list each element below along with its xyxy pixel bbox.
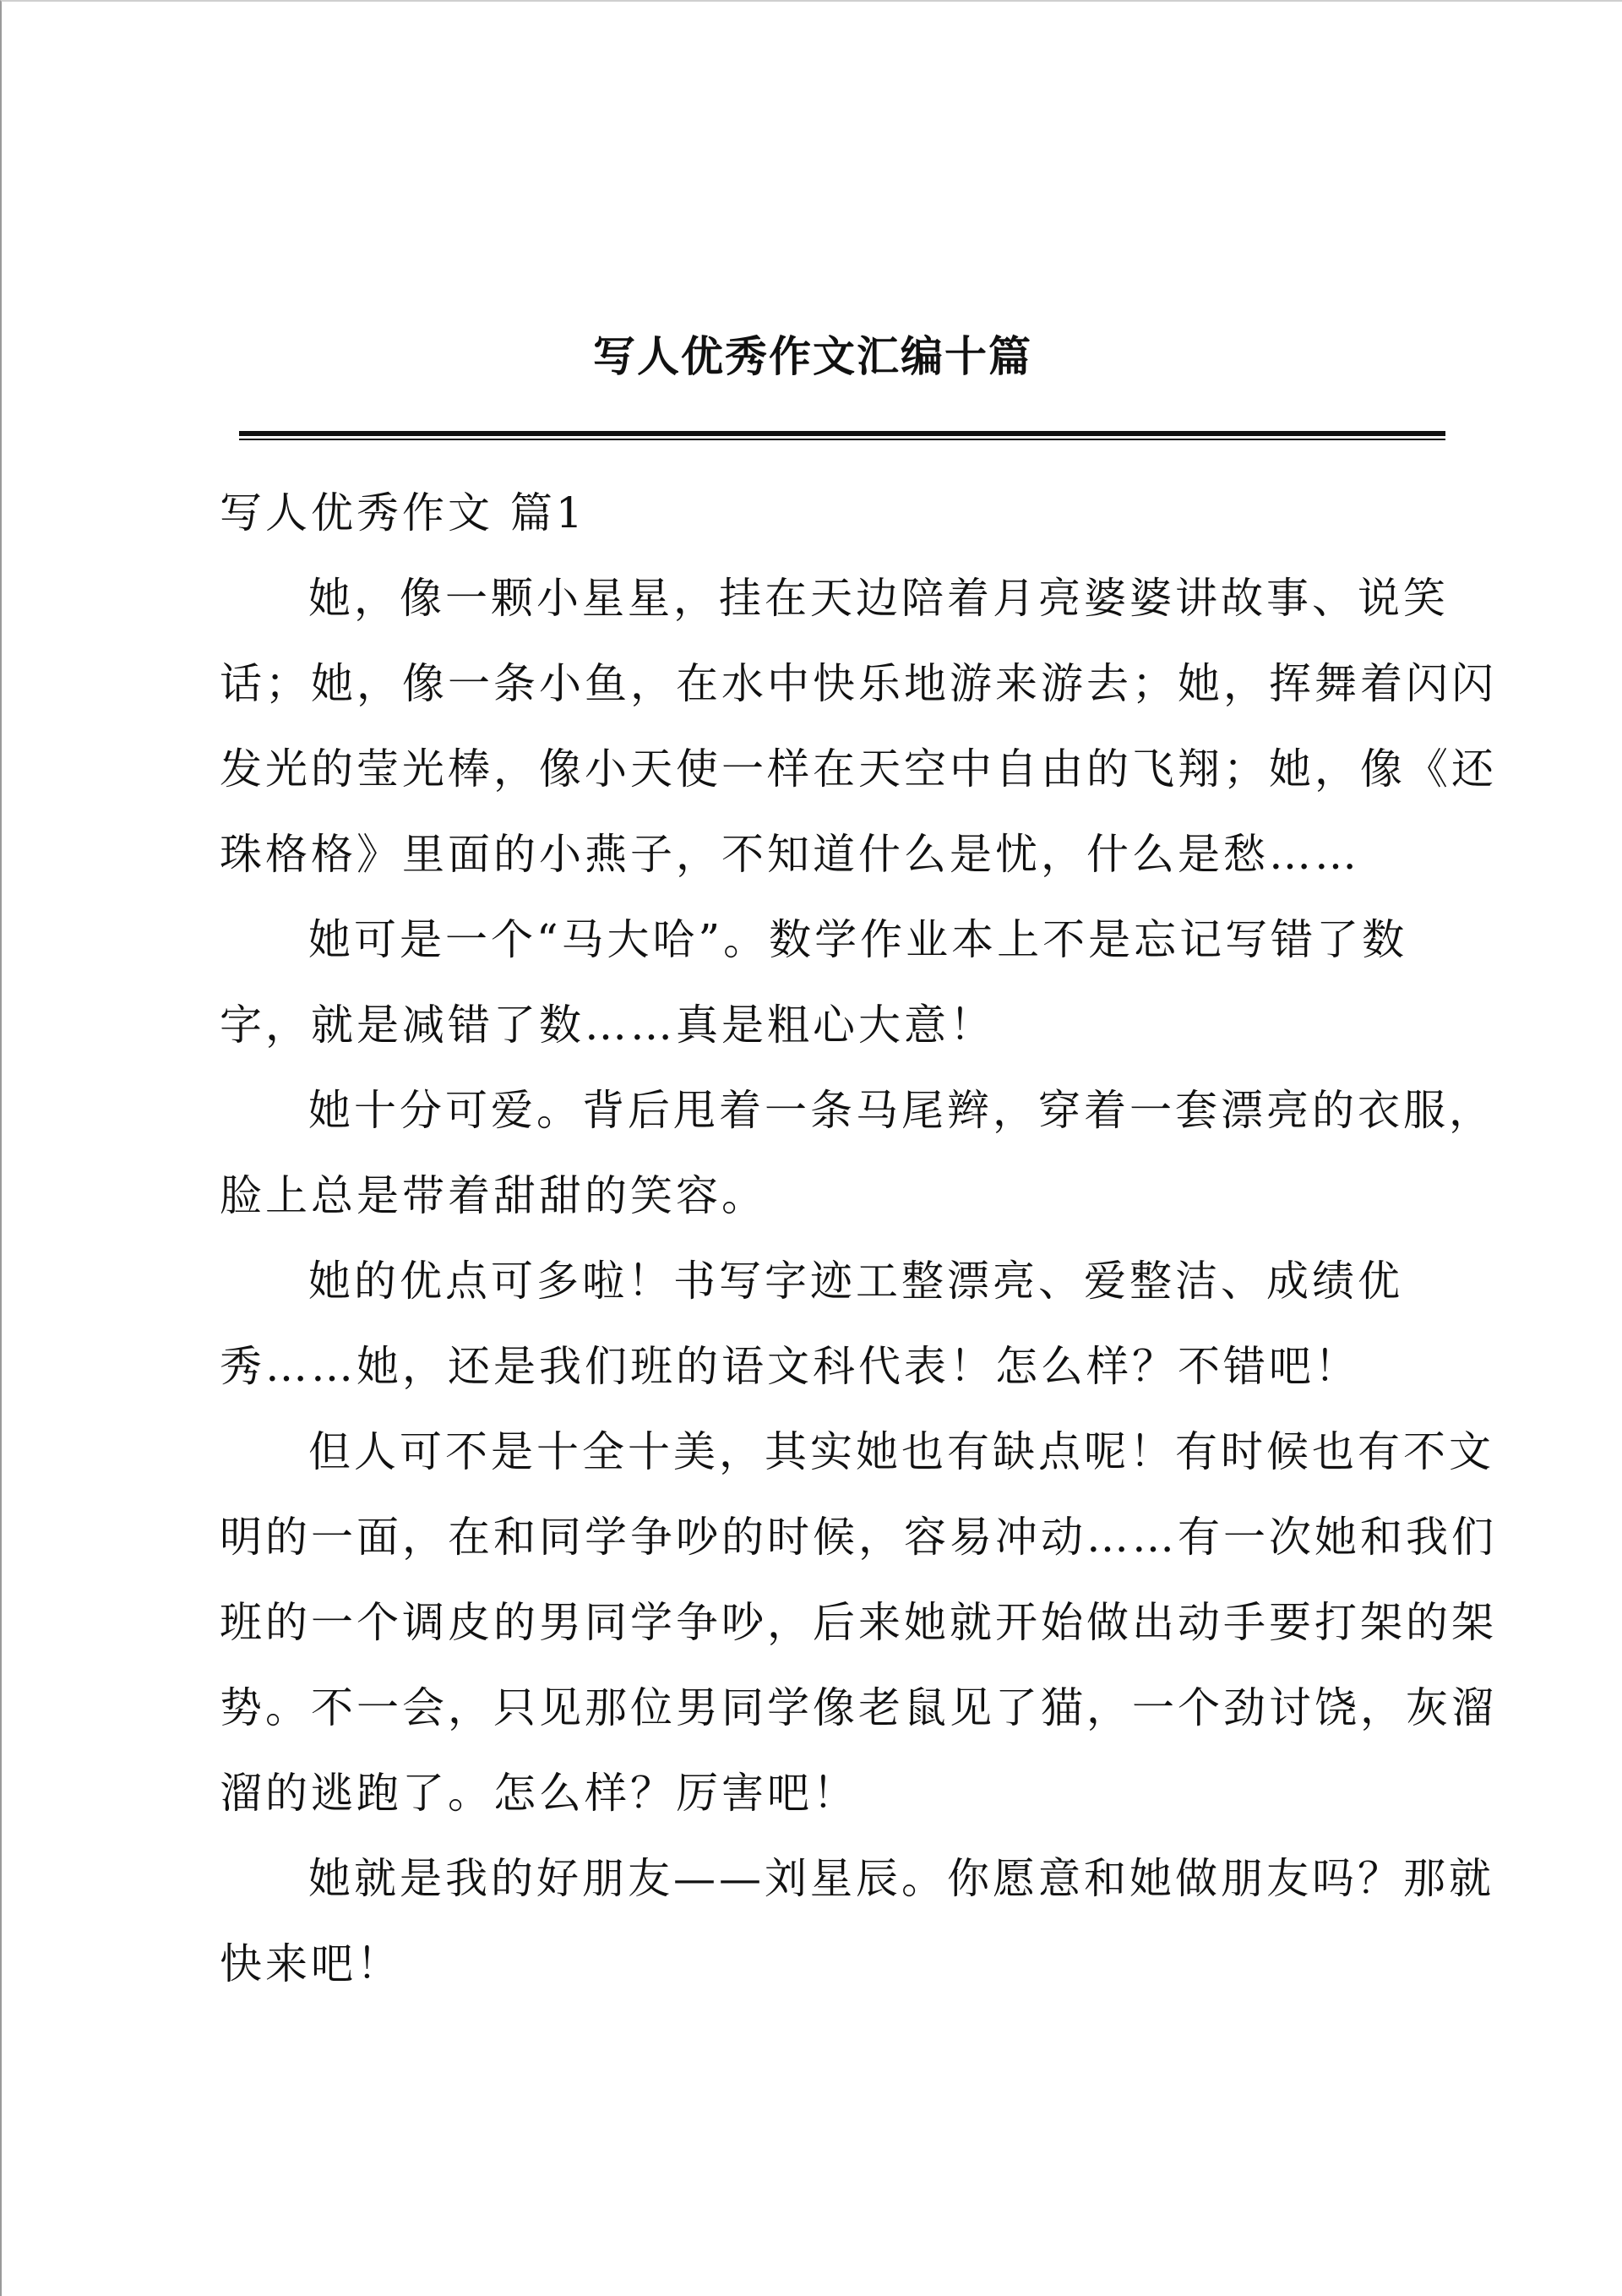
paragraph-line: 但人可不是十全十美，其实她也有缺点呢！有时候也有不文 [308,1427,1494,1476]
paragraph-line: 她十分可爱。背后甩着一条马尾辫，穿着一套漂亮的衣服， [308,1086,1494,1135]
essay-body [220,471,1497,2007]
section-heading: 写人优秀作文 篇1 [220,488,586,537]
document-title: 写人优秀作文汇编十篇 [593,331,1032,381]
paragraph-line: 珠格格》里面的小燕子，不知道什么是忧，什么是愁…… [220,830,1360,879]
paragraph [220,1410,1497,1836]
paragraph-line: 溜的逃跑了。怎么样？厉害吧！ [220,1769,858,1818]
paragraph [220,1836,1494,2007]
paragraph-line: 字，就是减错了数……真是粗心大意！ [220,1001,995,1050]
paragraph-line: 快来吧！ [220,1939,402,1988]
paragraph-line: 话；她，像一条小鱼，在水中快乐地游来游去；她，挥舞着闪闪 [220,659,1497,708]
paragraph-line: 发光的莹光棒，像小天使一样在天空中自由的飞翔；她，像《还 [220,744,1497,794]
title-rule-thin [239,439,1445,440]
paragraph-line: 她就是我的好朋友——刘星辰。你愿意和她做朋友吗？那就 [308,1854,1494,1903]
paragraph [220,1068,1494,1239]
paragraph-line: 她的优点可多啦！书写字迹工整漂亮、爱整洁、成绩优 [308,1257,1403,1306]
paragraph [220,1239,1436,1410]
paragraph-line: 她可是一个“马大哈”。数学作业本上不是忘记写错了数 [308,915,1408,964]
paragraph-line: 明的一面，在和同学争吵的时候，容易冲动……有一次她和我们 [220,1513,1497,1562]
paragraph [220,897,1436,1068]
paragraph-line: 脸上总是带着甜甜的笑容。 [220,1171,767,1220]
paragraph-line: 秀……她，还是我们班的语文科代表！怎么样？不错吧！ [220,1342,1360,1391]
title-rule-thick [239,431,1445,436]
paragraph-line: 势。不一会，只见那位男同学像老鼠见了猫，一个劲讨饶，灰溜 [220,1683,1497,1732]
paragraph-line: 班的一个调皮的男同学争吵，后来她就开始做出动手要打架的架 [220,1598,1497,1647]
paragraph-line: 她，像一颗小星星，挂在天边陪着月亮婆婆讲故事、说笑 [308,574,1449,623]
paragraph [220,556,1497,897]
